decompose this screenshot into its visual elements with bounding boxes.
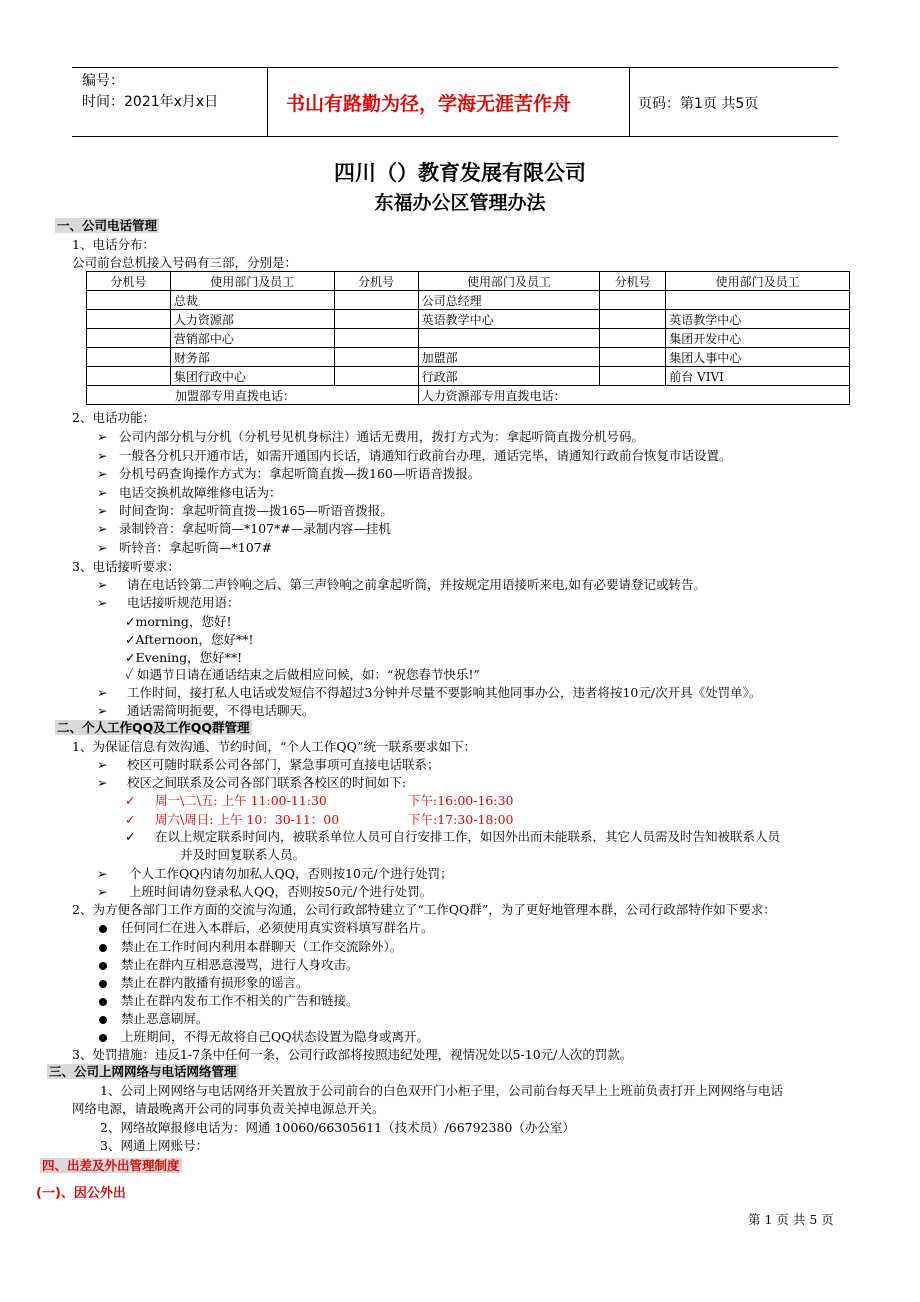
table-cell	[334, 310, 418, 329]
arrow-bullet-icon: ➢	[97, 521, 108, 536]
function-item: ➢ 分机号码查询操作方式为：拿起听筒直拨—拨160—听语音拨报。	[97, 466, 481, 481]
arrow-bullet-icon: ➢	[97, 577, 108, 592]
table-header-cell: 分机号	[334, 272, 418, 291]
section4-sub: (一)、因公外出	[36, 1186, 126, 1201]
section3-item2: 2、网络故障报修电话为：网通 10060/66305611（技术员）/66792380（办公室）	[100, 1120, 575, 1135]
section1-item2: 2、电话功能：	[72, 410, 155, 425]
table-cell: 集团开发中心	[666, 329, 850, 348]
table-cell	[87, 291, 171, 310]
schedule-note-cont: 并及时回复联系人员。	[180, 847, 306, 862]
section1-intro: 公司前台总机接入号码有三部，分别是：	[72, 255, 298, 270]
table-cell	[334, 367, 418, 386]
function-item: ➢ 公司内部分机与分机（分机号见机身标注）通话无费用，拨打方式为：拿起听筒直拨分机号码。	[97, 429, 645, 444]
schedule-weekend: ✓ 周六\周日: 上午 10：30-11：00	[125, 812, 340, 827]
schedule-note: ✓ 在以上规定联系时间内，被联系单位人员可自行安排工作，如因外出而未能联系，其它人员需及时告知被联系人员	[125, 829, 781, 844]
header-top-rule	[72, 67, 838, 68]
table-row	[87, 348, 850, 367]
table-header-cell: 分机号	[87, 272, 171, 291]
table-cell	[600, 348, 666, 367]
table-footer-right: 人力资源部专用直拨电话：	[418, 386, 849, 405]
qq-rule-item: ➢ 个人工作QQ内请勿加私人QQ，否则按10元/个进行处罚；	[97, 866, 453, 881]
table-header-row	[87, 272, 850, 291]
section1-item3: 3、电话接听要求：	[72, 559, 180, 574]
header-date: 时间：2021年x月x日	[82, 94, 219, 110]
dot-bullet-icon	[99, 1034, 107, 1042]
phrase-item: ✓morning，您好!	[125, 614, 232, 629]
extension-table	[86, 271, 850, 405]
section4-heading-text: 四、出差及外出管理制度	[42, 1158, 180, 1173]
check-icon: ✓	[125, 667, 138, 682]
table-cell: 英语教学中心	[418, 310, 600, 329]
arrow-bullet-icon: ➢	[97, 485, 108, 500]
section3-heading	[47, 1062, 239, 1080]
qq-rule-item: ➢ 校区可随时联系公司各部门，紧急事项可直接电话联系；	[97, 757, 440, 772]
group-rule: 禁止在群内互相恶意漫骂，进行人身攻击。	[99, 955, 359, 973]
arrow-bullet-icon: ➢	[97, 540, 108, 555]
answer-item: ➢ 通话需简明扼要，不得电话聊天。	[97, 703, 315, 718]
table-header-cell: 分机号	[600, 272, 666, 291]
table-cell	[600, 291, 666, 310]
section3-item1: 1、公司上网网络与电话网络开关置放于公司前台的白色双开门小柜子里，公司前台每天早上上班前负责打开上网网络与电话	[100, 1083, 783, 1098]
arrow-bullet-icon: ➢	[97, 685, 108, 700]
table-row	[87, 310, 850, 329]
phrase-item: ✓Afternoon，您好**!	[125, 632, 254, 647]
section1-item1: 1、电话分布：	[72, 237, 155, 252]
header-divider-right	[629, 67, 630, 136]
section1-heading-text: 一、公司电话管理	[57, 218, 158, 233]
function-item: ➢ 录制铃音：拿起听筒—*107*#—录制内容—挂机	[97, 521, 391, 536]
group-rule: 任何同仁在进入本群后，必须使用真实资料填写群名片。	[99, 918, 434, 936]
arrow-bullet-icon: ➢	[97, 703, 108, 718]
table-cell: 总裁	[170, 291, 334, 310]
table-cell	[87, 310, 171, 329]
header-divider-left	[267, 67, 268, 136]
table-cell	[87, 329, 171, 348]
table-row	[87, 291, 850, 310]
table-cell	[334, 291, 418, 310]
arrow-bullet-icon: ➢	[97, 503, 108, 518]
check-icon: ✓	[125, 793, 136, 808]
dot-bullet-icon	[99, 980, 107, 988]
arrow-bullet-icon: ➢	[97, 466, 108, 481]
arrow-bullet-icon: ➢	[97, 448, 108, 463]
arrow-bullet-icon: ➢	[97, 866, 108, 881]
table-cell: 财务部	[170, 348, 334, 367]
schedule-weekday: ✓ 周一\二\五: 上午 11:00-11:30	[125, 793, 327, 808]
section3-heading-text: 三、公司上网网络与电话网络管理	[49, 1064, 237, 1079]
function-item: ➢ 电话交换机故障维修电话为：	[97, 485, 282, 500]
arrow-bullet-icon: ➢	[97, 884, 108, 899]
table-footer-row	[87, 386, 850, 405]
group-rule: 上班期间，不得无故将自己QQ状态设置为隐身或离开。	[99, 1027, 429, 1045]
company-title: 四川（）教育发展有限公司	[334, 161, 586, 185]
group-rule: 禁止在群内散播有损形象的谣言。	[99, 973, 309, 991]
function-item: ➢ 一般各分机只开通市话，如需开通国内长话，请通知行政前台办理，通话完毕，请通知行政前台恢复市话设置。	[97, 448, 732, 463]
table-cell	[600, 310, 666, 329]
arrow-bullet-icon: ➢	[97, 757, 108, 772]
page-footer: 第 1 页 共 5 页	[748, 1212, 834, 1227]
answer-item: ➢ 电话接听规范用语：	[97, 595, 240, 610]
table-cell: 营销部中心	[170, 329, 334, 348]
header-number: 编号：	[82, 73, 124, 89]
check-icon: ✓	[125, 614, 136, 629]
document-title: 东福办公区管理办法	[374, 192, 546, 214]
qq-rule-item: ➢ 上班时间请勿登录私人QQ，否则按50元/个进行处罚。	[97, 884, 433, 899]
dot-bullet-icon	[99, 1016, 107, 1024]
section2-item2: 2、为方便各部门工作方面的交流与沟通，公司行政部特建立了“工作QQ群”，为了更好地管理本群，公司行政部特作如下要求：	[72, 902, 776, 917]
arrow-bullet-icon: ➢	[97, 595, 108, 610]
function-item: ➢ 听铃音：拿起听筒—*107#	[97, 540, 273, 555]
dot-bullet-icon	[99, 962, 107, 970]
dot-bullet-icon	[99, 925, 107, 933]
header-page: 页码：第1页 共5页	[638, 96, 759, 112]
table-cell: 集团人事中心	[666, 348, 850, 367]
table-cell: 人力资源部	[170, 310, 334, 329]
arrow-bullet-icon: ➢	[97, 775, 108, 790]
group-rule: 禁止恶意刷屏。	[99, 1009, 209, 1027]
table-footer-left: 加盟部专用直拨电话：	[87, 386, 419, 405]
table-cell	[87, 367, 171, 386]
table-cell: 前台 VIVI	[666, 367, 850, 386]
header-motto: 书山有路勤为径，学海无涯苦作舟	[286, 93, 572, 115]
table-cell: 公司总经理	[418, 291, 600, 310]
answer-item: ➢ 请在电话铃第二声铃响之后、第三声铃响之前拿起听筒，并按规定用语接听来电,如有必要请登记或转告。	[97, 577, 706, 592]
dot-bullet-icon	[99, 998, 107, 1006]
table-row	[87, 329, 850, 348]
group-rule: 禁止在工作时间内利用本群聊天（工作交流除外）。	[99, 937, 402, 955]
schedule-weekend-pm: 下午:17:30-18:00	[408, 812, 514, 827]
table-cell: 集团行政中心	[170, 367, 334, 386]
table-header-cell: 使用部门及员工	[666, 272, 850, 291]
check-icon: ✓	[125, 650, 136, 665]
section3-item3: 3、网通上网账号：	[100, 1138, 208, 1153]
group-rule: 禁止在群内发布工作不相关的广告和链接。	[99, 991, 359, 1009]
table-header-cell: 使用部门及员工	[170, 272, 334, 291]
answer-item: ➢ 工作时间，接打私人电话或发短信不得超过3分钟并尽量不要影响其他同事办公，违者将按10元/次开具《处罚单》。	[97, 685, 762, 700]
phrase-item: ✓Evening，您好**!	[125, 650, 243, 665]
table-cell	[87, 348, 171, 367]
section2-heading	[55, 718, 252, 736]
table-cell	[334, 329, 418, 348]
table-cell	[600, 367, 666, 386]
table-cell	[666, 291, 850, 310]
section2-item1: 1、为保证信息有效沟通、节约时间，“个人工作QQ”统一联系要求如下：	[72, 739, 476, 754]
check-icon: ✓	[125, 632, 136, 647]
table-cell	[600, 329, 666, 348]
table-cell: 英语教学中心	[666, 310, 850, 329]
table-cell: 加盟部	[418, 348, 600, 367]
function-item: ➢ 时间查询：拿起听筒直拨—拨165—听语音拨报。	[97, 503, 393, 518]
arrow-bullet-icon: ➢	[97, 429, 108, 444]
table-cell	[334, 348, 418, 367]
check-icon: ✓	[125, 829, 136, 844]
section1-heading	[55, 216, 159, 234]
dot-bullet-icon	[99, 944, 107, 952]
phrase-item: ✓ 如遇节日请在通话结束之后做相应问候，如：“祝您春节快乐!”	[125, 667, 480, 682]
check-icon: ✓	[125, 812, 136, 827]
header-bottom-rule	[72, 136, 838, 137]
section3-item1-cont: 网络电源，请最晚离开公司的同事负责关掉电源总开关。	[72, 1101, 385, 1116]
qq-rule-item: ➢ 校区之间联系及公司各部门联系各校区的时间如下:	[97, 775, 407, 790]
table-cell	[418, 329, 600, 348]
section4-heading	[40, 1156, 182, 1174]
table-header-cell: 使用部门及员工	[418, 272, 600, 291]
table-cell: 行政部	[418, 367, 600, 386]
section2-item3: 3、处罚措施：违反1-7条中任何一条，公司行政部将按照违纪处理，视情况处以5-10元/人次的罚款。	[72, 1047, 633, 1062]
table-row	[87, 367, 850, 386]
schedule-weekday-pm: 下午:16:00-16:30	[408, 793, 514, 808]
section2-heading-text: 二、个人工作QQ及工作QQ群管理	[57, 720, 250, 735]
